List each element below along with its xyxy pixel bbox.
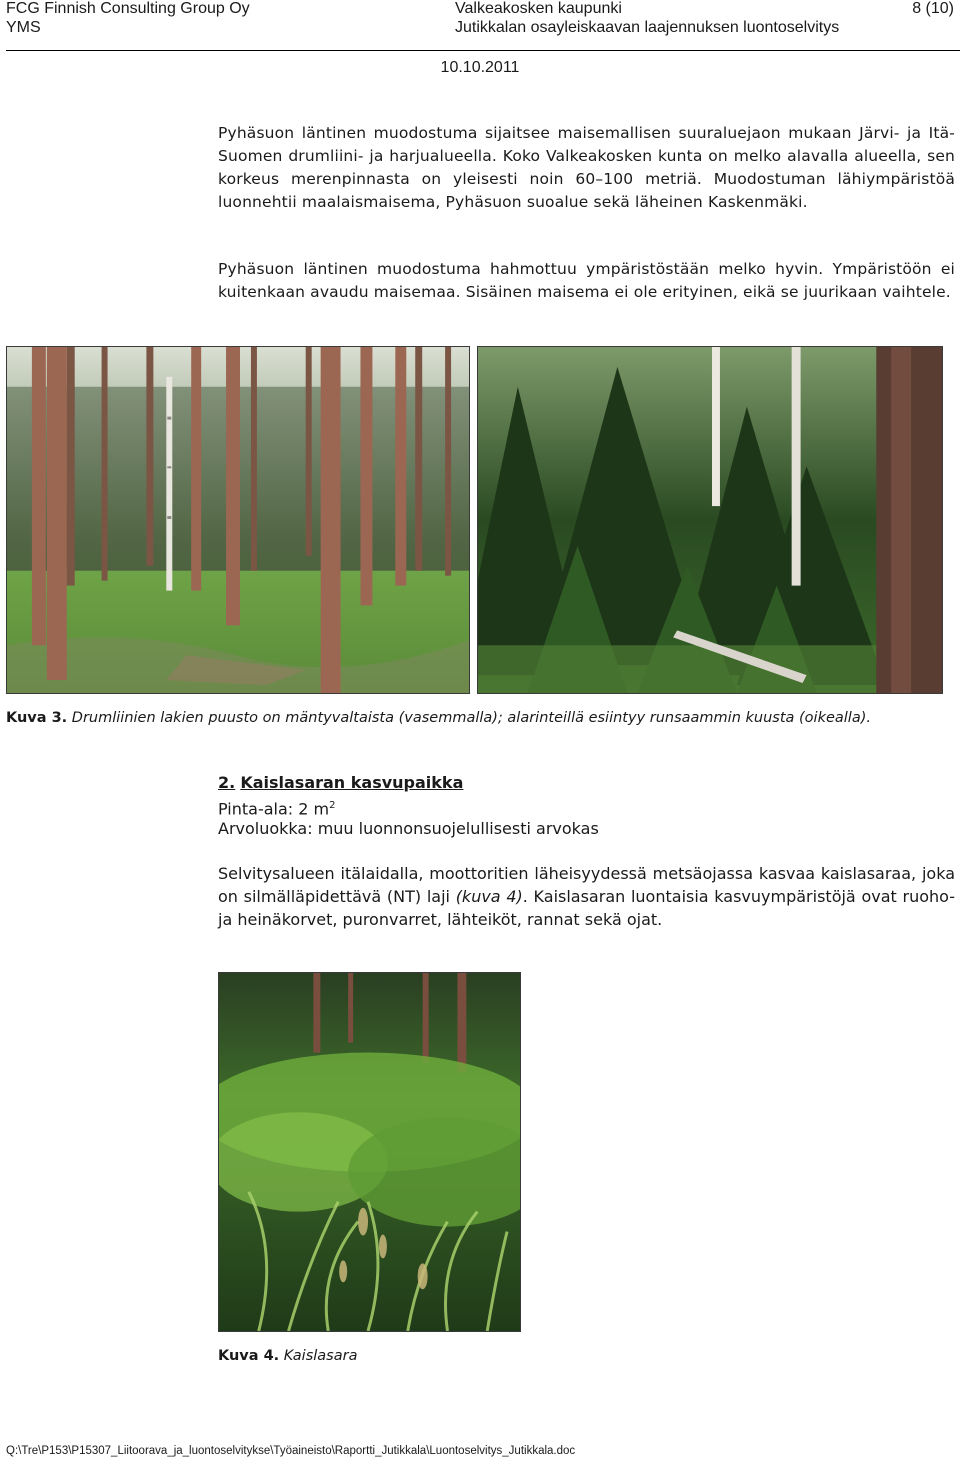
section2-paragraph [218, 862, 955, 931]
header-rule [6, 50, 960, 51]
section2-text-b: . Kaislasaran luontaisia kasvuympäristöjä ovat ruoho- ja heinäkorvet, puronvarret, lähteiköt, rannat sekä ojat. [218, 887, 955, 929]
figure4-reference: (kuva 4) [455, 887, 523, 906]
client-name: Valkeakosken kaupunki [455, 0, 622, 17]
report-title: Jutikkalan osayleiskaavan laajennuksen luontoselvitys [455, 19, 840, 36]
figure3-caption-text: Drumliinien lakien puusto on mäntyvaltaista (vasemmalla); alarinteillä esiintyy runsaammin kuusta (oikealla). [71, 710, 871, 726]
figure4-caption-text: Kaislasara [283, 1348, 358, 1364]
page-number: 8 (10) [912, 0, 954, 17]
footer-file-path: Q:\Tre\P153\P15307_Liitoorava_ja_luontoselvitykse\Työaineisto\Raportti_Jutikkala\Luontoselvitys_Jutikkala.doc [6, 1445, 576, 1457]
photo-kaislasara [218, 972, 521, 1332]
section2-title: Kaislasaran kasvupaikka [240, 773, 464, 792]
photo-pine-forest [6, 346, 470, 694]
section2-heading [218, 771, 955, 794]
section2-text-a: Selvitysalueen itälaidalla, moottoritien läheisyydessä metsäojassa kasvaa kaislasaraa, joka on silmälläpidettävä (NT) laji [218, 864, 955, 906]
figure4-caption [218, 1345, 618, 1367]
photo-spruce-forest [477, 346, 943, 694]
value-class: Arvoluokka: muu luonnonsuojelullisesti arvokas [218, 819, 599, 838]
company-name: FCG Finnish Consulting Group Oy [6, 0, 250, 17]
paragraph-landscape-region: Pyhäsuon läntinen muodostuma sijaitsee maisemallisen suuraluejaon mukaan Järvi- ja Itä-Suomen drumliini- ja harjualueella. Koko Valkeakosken kunta on melko alavalla alueella, sen korkeus merenpinnasta on yleisesti noin 60–100 metriä. Muodostuman lähiympäristöä luonnehtii maalaismaisema, Pyhäsuon suoalue sekä läheinen Kaskenmäki. [218, 124, 955, 211]
paragraph-landscape-character: Pyhäsuon läntinen muodostuma hahmottuu ympäristöstään melko hyvin. Ympäristöön ei kuitenkaan avaudu maisemaa. Sisäinen maisema ei ole erityinen, eikä se juurikaan vaihtele. [218, 260, 955, 301]
figure3-label: Kuva 3. [6, 710, 68, 726]
report-date: 10.10.2011 [440, 59, 520, 76]
area-superscript: 2 [329, 800, 336, 811]
area-label: Pinta-ala: 2 m [218, 799, 330, 819]
figure4-label: Kuva 4. [218, 1348, 280, 1364]
org-unit: YMS [6, 19, 41, 36]
figure3-caption [6, 707, 956, 729]
section2-number: 2. [218, 773, 236, 792]
